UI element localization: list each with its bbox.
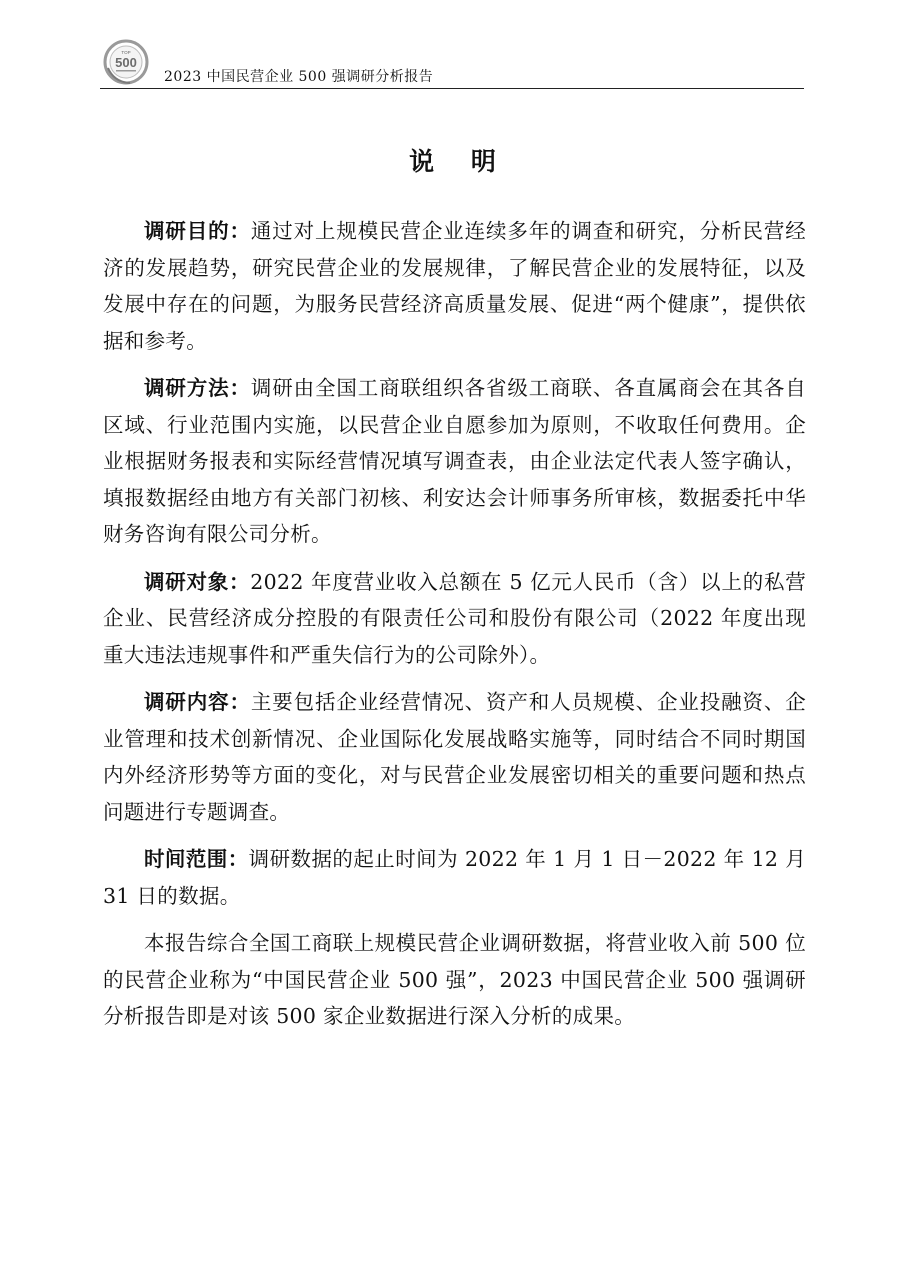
paragraph-time-range xyxy=(103,841,806,914)
header-divider xyxy=(100,88,804,89)
paragraph-label: 调研方法： xyxy=(144,376,251,400)
document-title: 说 明 xyxy=(409,147,510,176)
paragraph-purpose xyxy=(103,213,806,359)
paragraph-text: 本报告综合全国工商联上规模民营企业调研数据，将营业收入前 500 位的民营企业称为“中国民营企业 500 强”，2023 中国民营企业 500 强调研分析报告即是对该 500 家企业数据进行深入分析的成果。 xyxy=(103,931,806,1028)
paragraph-label: 调研对象： xyxy=(144,569,251,594)
page-header xyxy=(100,38,804,90)
paragraph-text: 主要包括企业经营情况、资产和人员规模、企业投融资、企业管理和技术创新情况、企业国际化发展战略实施等，同时结合不同时期国内外经济形势等方面的变化，对与民营企业发展密切相关的重要问题和热点问题进行专题调查。 xyxy=(103,690,806,824)
paragraph-label: 调研内容： xyxy=(144,690,251,714)
running-header-title: 2023 中国民营企业 500 强调研分析报告 xyxy=(164,69,434,85)
paragraph-label: 时间范围： xyxy=(144,847,249,871)
svg-text:500: 500 xyxy=(115,55,137,70)
document-body xyxy=(103,213,806,1046)
paragraph-text: 调研由全国工商联组织各省级工商联、各直属商会在其各自区域、行业范围内实施，以民营企业自愿参加为原则，不收取任何费用。企业根据财务报表和实际经营情况填写调查表，由企业法定代表人签字确认，填报数据经由地方有关部门初核、利安达会计师事务所审核，数据委托中华财务咨询有限公司分析。 xyxy=(103,376,806,546)
svg-text:TOP: TOP xyxy=(121,50,131,55)
paragraph-text: 2022 年度营业收入总额在 5 亿元人民币（含）以上的私营企业、民营经济成分控股的有限责任公司和股份有限公司（2022 年度出现重大违法违规事件和严重失信行为的公司除外）。 xyxy=(103,569,807,667)
paragraph-content xyxy=(103,684,806,830)
paragraph-method xyxy=(103,370,806,553)
paragraph-text: 通过对上规模民营企业连续多年的调查和研究，分析民营经济的发展趋势，研究民营企业的发展规律，了解民营企业的发展特征，以及发展中存在的问题，为服务民营经济高质量发展、促进“两个健康”，提供依据和参考。 xyxy=(103,219,806,353)
top-500-logo xyxy=(102,38,150,86)
paragraph-summary xyxy=(103,925,806,1035)
paragraph-label: 调研目的： xyxy=(144,219,251,243)
paragraph-subjects xyxy=(103,564,806,674)
paragraph-text: 调研数据的起止时间为 2022 年 1 月 1 日－2022 年 12 月 31 日的数据。 xyxy=(103,847,806,908)
